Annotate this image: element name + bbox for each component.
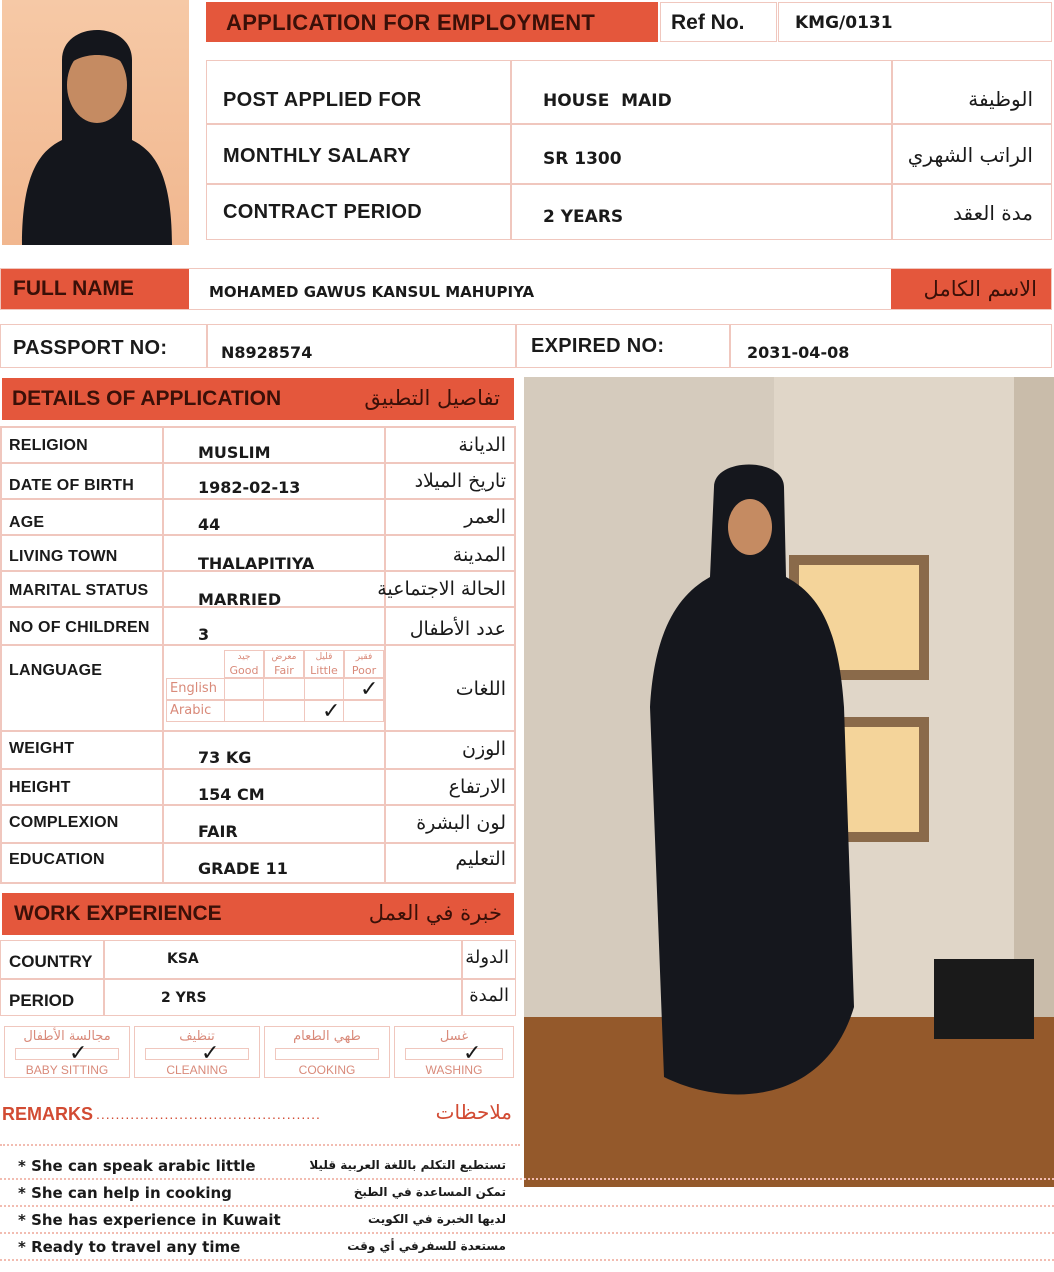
level-little: Little	[310, 664, 338, 677]
height-arabic: الارتفاع	[448, 776, 506, 798]
marital-value: MARRIED	[198, 590, 282, 609]
remark-item	[0, 1208, 1054, 1234]
level-fair-ar: معرض	[271, 652, 297, 662]
skill-cleaning	[134, 1026, 260, 1078]
language-arabic: اللغات	[455, 678, 506, 700]
remark-en: * She can help in cooking	[18, 1184, 232, 1202]
remark-item	[0, 1235, 1054, 1261]
language-english: English	[170, 681, 217, 696]
language-arabic-name: Arabic	[170, 703, 212, 718]
remark-ar: لديها الخبرة في الكويت	[368, 1212, 506, 1226]
remark-ar: مستعدة للسفرفي أي وقت	[347, 1239, 506, 1253]
height-label: HEIGHT	[9, 779, 71, 796]
detail-row-town	[2, 536, 514, 572]
post-table	[206, 60, 1052, 240]
english-level-tick: ✓	[360, 677, 379, 702]
country-label: COUNTRY	[9, 952, 93, 971]
monthly-salary-label: MONTHLY SALARY	[223, 145, 411, 167]
skill-washing-ar: غسل	[439, 1029, 469, 1044]
full-name-arabic: الاسم الكامل	[923, 277, 1037, 301]
level-good-ar: جيد	[237, 652, 251, 662]
remarks-dots: ..............................................	[96, 1106, 321, 1122]
ref-value: KMG/0131	[795, 13, 893, 33]
period-value: 2 YRS	[161, 990, 207, 1006]
post-applied-arabic: الوظيفة	[968, 87, 1033, 111]
ref-value-box	[778, 2, 1052, 42]
remark-ar: تستطيع التكلم باللغة العربية قليلا	[309, 1158, 506, 1172]
page-title: APPLICATION FOR EMPLOYMENT	[226, 10, 596, 35]
work-table	[0, 940, 516, 1016]
remarks-label: REMARKS	[2, 1104, 94, 1124]
passport-row	[0, 324, 1052, 368]
post-applied-value: HOUSE MAID	[543, 91, 672, 111]
town-label: LIVING TOWN	[9, 548, 118, 565]
dob-label: DATE OF BIRTH	[9, 477, 134, 494]
remark-en: * She has experience in Kuwait	[18, 1211, 281, 1229]
complexion-value: FAIR	[198, 822, 238, 841]
complexion-arabic: لون البشرة	[416, 812, 506, 834]
skill-cooking-ar: طهي الطعام	[293, 1029, 361, 1044]
language-label: LANGUAGE	[9, 662, 103, 679]
detail-row-children	[2, 608, 514, 646]
details-title: DETAILS OF APPLICATION	[12, 387, 282, 410]
weight-value: 73 KG	[198, 748, 252, 767]
monthly-salary-value: SR 1300	[543, 149, 622, 169]
skill-baby-sitting-tick: ✓	[69, 1041, 88, 1066]
arabic-level-tick: ✓	[322, 699, 341, 724]
dob-value: 1982-02-13	[198, 478, 301, 497]
detail-row-education	[2, 844, 514, 882]
work-title: WORK EXPERIENCE	[14, 902, 222, 925]
full-name-label: FULL NAME	[13, 277, 134, 300]
skill-cooking	[264, 1026, 390, 1078]
level-poor-ar: فقير	[355, 652, 373, 662]
country-arabic: الدولة	[465, 947, 509, 968]
level-good: Good	[229, 664, 259, 677]
remark-item	[0, 1154, 1054, 1180]
skill-washing	[394, 1026, 514, 1078]
age-value: 44	[198, 515, 221, 534]
remark-ar: تمكن المساعدة في الطبخ	[353, 1185, 506, 1199]
town-value: THALAPITIYA	[198, 554, 315, 573]
language-grid	[166, 650, 384, 722]
country-value: KSA	[167, 951, 199, 967]
age-label: AGE	[9, 514, 45, 531]
remark-en: * She can speak arabic little	[18, 1157, 256, 1175]
detail-row-dob	[2, 464, 514, 500]
detail-row-age	[2, 500, 514, 536]
remarks-arabic: ملاحظات	[435, 1100, 512, 1124]
work-header	[2, 893, 514, 935]
education-label: EDUCATION	[9, 851, 105, 868]
detail-row-religion	[2, 428, 514, 464]
height-value: 154 CM	[198, 785, 265, 804]
level-poor: Poor	[351, 664, 377, 677]
detail-row-marital	[2, 572, 514, 608]
religion-arabic: الديانة	[458, 434, 506, 456]
skill-cleaning-tick: ✓	[201, 1041, 220, 1066]
monthly-salary-arabic: الراتب الشهري	[907, 143, 1033, 167]
town-arabic: المدينة	[452, 544, 506, 566]
post-applied-label: POST APPLIED FOR	[223, 89, 422, 111]
expired-value: 2031-04-08	[747, 343, 850, 362]
education-arabic: التعليم	[455, 848, 506, 870]
skill-cleaning-label: CLEANING	[166, 1063, 228, 1077]
passport-value: N8928574	[221, 343, 313, 362]
ref-label-box	[660, 2, 777, 42]
period-label: PERIOD	[9, 991, 75, 1010]
dob-arabic: تاريخ الميلاد	[414, 470, 506, 492]
full-name-row	[0, 268, 1052, 310]
age-arabic: العمر	[464, 506, 506, 528]
marital-arabic: الحالة الاجتماعية	[377, 578, 506, 600]
skill-baby-sitting-ar: مجالسة الأطفال	[23, 1029, 111, 1044]
period-arabic: المدة	[469, 985, 509, 1006]
marital-label: MARITAL STATUS	[9, 582, 149, 599]
contract-period-label: CONTRACT PERIOD	[223, 201, 422, 223]
remarks-header	[0, 1100, 520, 1130]
contract-period-arabic: مدة العقد	[953, 201, 1033, 225]
weight-arabic: الوزن	[461, 738, 506, 760]
skill-washing-label: WASHING	[425, 1063, 483, 1077]
detail-row-height	[2, 770, 514, 806]
education-value: GRADE 11	[198, 859, 288, 878]
contract-period-value: 2 YEARS	[543, 207, 624, 227]
title-bar	[206, 2, 658, 42]
weight-label: WEIGHT	[9, 740, 75, 757]
level-little-ar: قليل	[315, 652, 333, 662]
skill-baby-sitting-label: BABY SITTING	[25, 1063, 109, 1077]
remark-en: * Ready to travel any time	[18, 1238, 241, 1256]
religion-label: RELIGION	[9, 437, 88, 454]
remark-item	[0, 1181, 1054, 1207]
details-title-arabic: تفاصيل التطبيق	[364, 386, 500, 410]
passport-label: PASSPORT NO:	[13, 337, 168, 359]
complexion-label: COMPLEXION	[9, 814, 119, 831]
skill-cooking-label: COOKING	[298, 1063, 356, 1077]
full-name-value: MOHAMED GAWUS KANSUL MAHUPIYA	[209, 283, 535, 301]
skill-cleaning-ar: تنظيف	[179, 1029, 215, 1044]
children-arabic: عدد الأطفال	[409, 618, 506, 640]
ref-label: Ref No.	[671, 11, 745, 34]
details-header	[2, 378, 514, 420]
portrait-photo	[2, 0, 189, 245]
work-title-arabic: خبرة في العمل	[368, 901, 502, 925]
detail-row-complexion	[2, 806, 514, 844]
full-body-photo	[524, 377, 1054, 1187]
children-label: NO OF CHILDREN	[9, 619, 150, 636]
children-value: 3	[198, 625, 210, 644]
skill-washing-tick: ✓	[463, 1041, 482, 1066]
religion-value: MUSLIM	[198, 443, 271, 462]
detail-row-weight	[2, 732, 514, 770]
expired-label: EXPIRED NO:	[531, 335, 665, 357]
remarks-divider	[0, 1144, 520, 1146]
skill-baby-sitting	[4, 1026, 130, 1078]
level-fair: Fair	[274, 664, 294, 677]
